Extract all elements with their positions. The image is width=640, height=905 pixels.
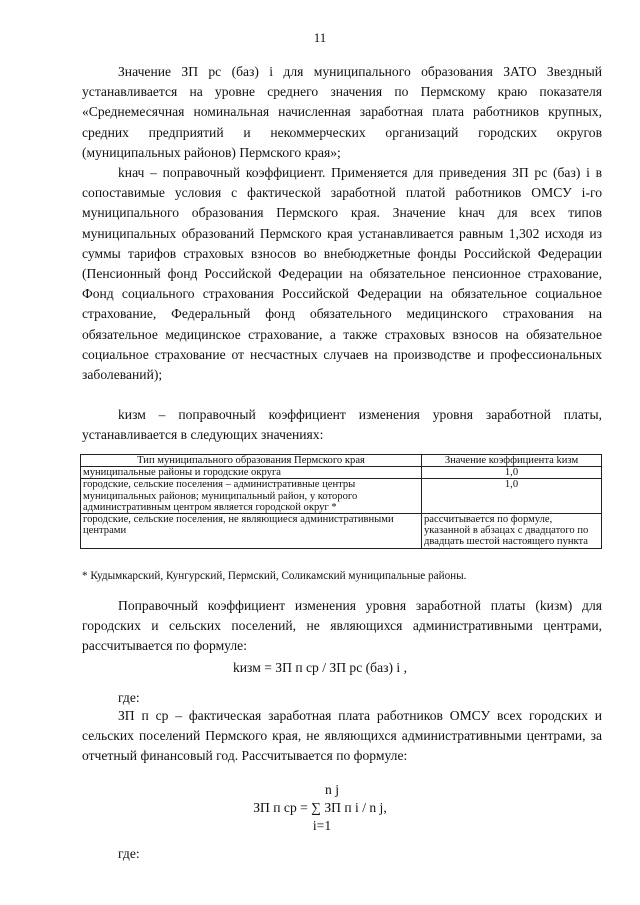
where-label: где: — [118, 690, 140, 705]
paragraph-kizm: kизм – поправочный коэффициент изменения уровня заработной платы, устанавливается в следующих значениях: — [82, 407, 602, 443]
formula-kizm: kизм = ЗП п ср / ЗП рс (баз) i , — [232, 660, 408, 675]
table-cell-type: городские, сельские поселения, не являющиеся административными центрами — [81, 514, 422, 549]
paragraph-zp-p-sr: ЗП п ср – фактическая заработная плата работников ОМСУ всех городских и сельских поселений Пермского края, не являющихся административными центрами, за отчетный финансовый год. Рассчитывается по формуле: — [82, 708, 602, 764]
page-number: 11 — [313, 30, 327, 45]
paragraph-zp-zato: Значение ЗП рс (баз) i для муниципального образования ЗАТО Звездный устанавливается на уровне среднего значения по Пермскому краю показателя «Среднемесячная номинальная начисленная заработная плата работников крупных, средних предприятий и некоммерческих организаций городских округов (муниципальных районов) Пермского края»; — [82, 64, 602, 160]
paragraph-kizm-formula-intro: Поправочный коэффициент изменения уровня заработной платы (kизм) для городских и сельских поселений, не являющихся административными центрами, рассчитывается по формуле: — [82, 598, 602, 654]
where-label: где: — [118, 846, 140, 861]
table-header-row — [81, 455, 602, 467]
table-cell-value: 1,0 — [422, 479, 602, 514]
table-row — [81, 514, 602, 549]
coefficient-table — [80, 454, 602, 549]
table-cell-type: городские, сельские поселения – административные центры муниципальных районов; муниципальный район, у которого административным центром является городской округ * — [81, 479, 422, 514]
table-cell-value: 1,0 — [422, 467, 602, 479]
table-cell-type: муниципальные районы и городские округа — [81, 467, 422, 479]
formula-sum-upper-limit: n j — [325, 782, 339, 797]
table-row — [81, 479, 602, 514]
table-cell-value: рассчитывается по формуле, указанной в абзацах с двадцатого по двадцать шестой настоящего пункта — [422, 514, 602, 549]
table-row — [81, 467, 602, 479]
table-header-type: Тип муниципального образования Пермского края — [81, 455, 422, 467]
formula-zp-p-sr: ЗП п ср = ∑ ЗП п i / n j, — [253, 800, 387, 815]
paragraph-knach: kнач – поправочный коэффициент. Применяется для приведения ЗП рс (баз) i в сопоставимые условия с фактической заработной платой работников ОМСУ i-го муниципального образования Пермского края. Значение kнач для всех типов муниципальных образований Пермского края устанавливается равным 1,302 исходя из суммы тарифов страховых взносов во внебюджетные фонды Российской Федерации (Пенсионный фонд Российской Федерации на обязательное пенсионное страхование, Фонд социального страхования Российской Федерации на обязательное социальное страхование, Федеральный фонд обязательного медицинского страхования на обязательное медицинское страхование, а также страховых взносов на обязательное социальное страхование от несчастных случаев на производстве и профессиональных заболеваний); — [82, 165, 602, 383]
formula-sum-lower-limit: i=1 — [312, 818, 332, 833]
table-header-value: Значение коэффициента kизм — [422, 455, 602, 467]
table-footnote: * Кудымкарский, Кунгурский, Пермский, Соликамский муниципальные районы. — [82, 570, 467, 582]
